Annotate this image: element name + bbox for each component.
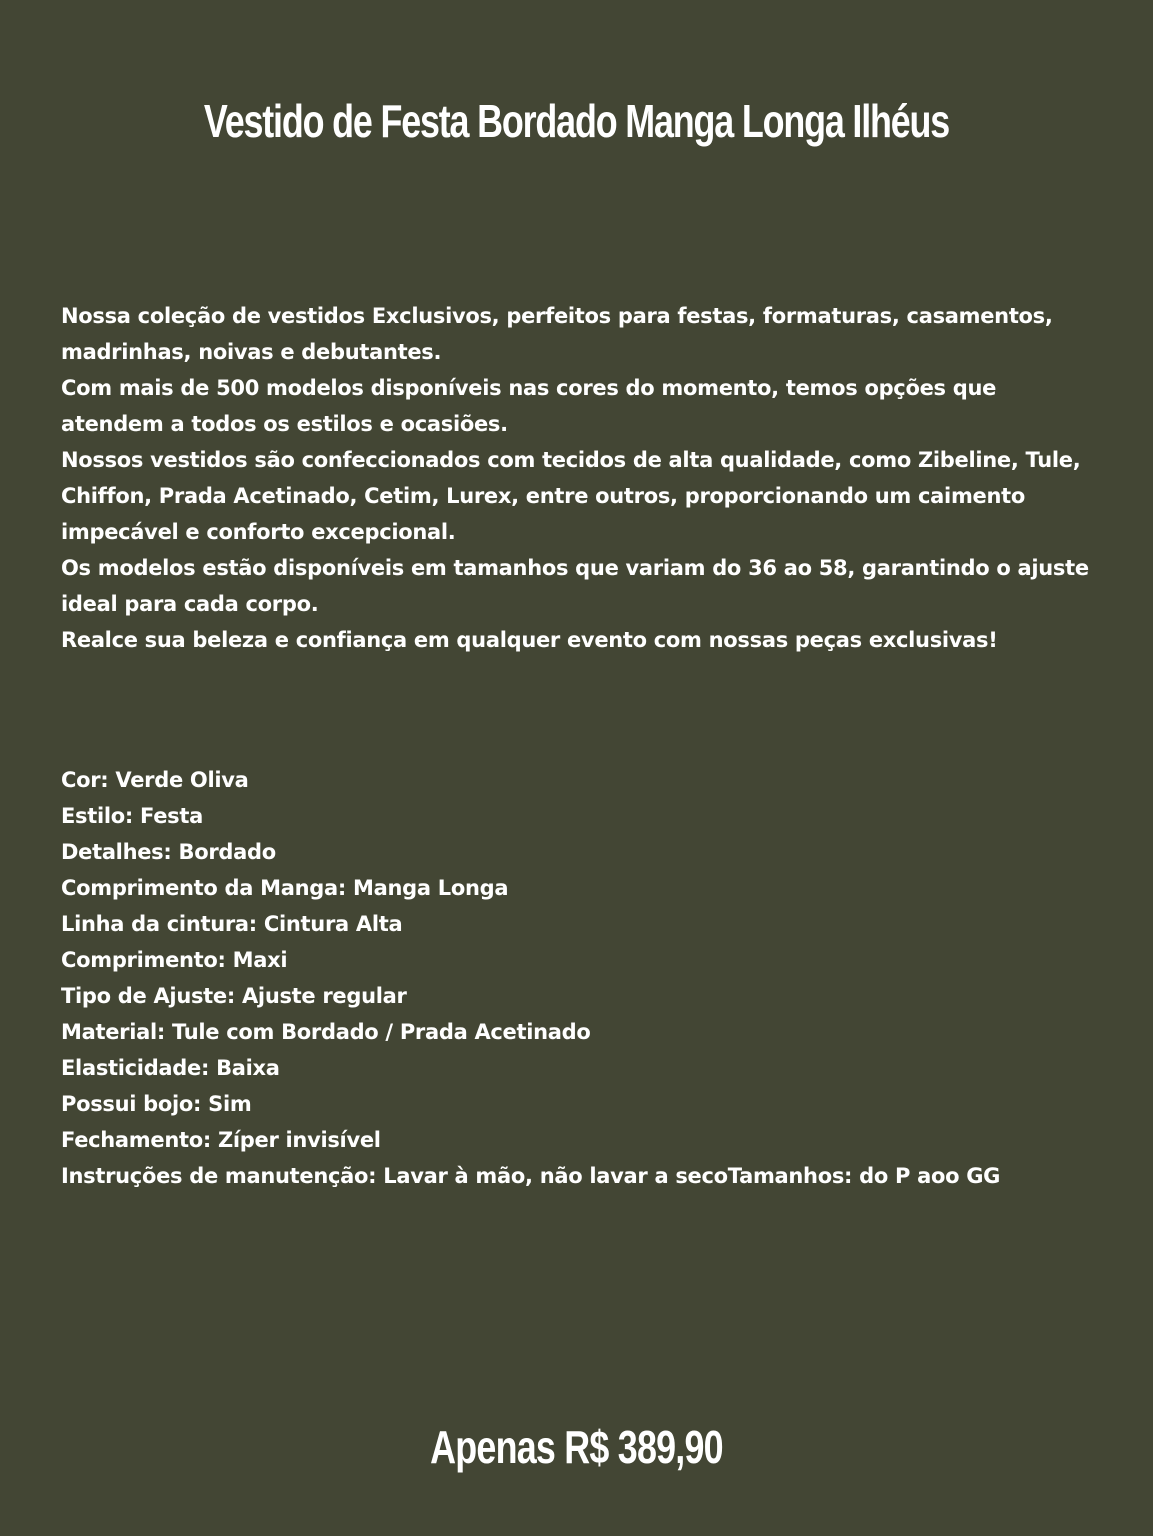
- spec-padding: Possui bojo: Sim: [61, 1092, 252, 1116]
- spec-closure: Fechamento: Zíper invisível: [61, 1128, 381, 1152]
- spec-material: Material: Tule com Bordado / Prada Acetinado: [61, 1020, 591, 1044]
- price-label: Apenas R$ 389,90: [430, 1421, 723, 1473]
- description-paragraph: Realce sua beleza e confiança em qualquer evento com nossas peças exclusivas!: [61, 628, 998, 652]
- description-paragraph: Os modelos estão disponíveis em tamanhos que variam do 36 ao 58, garantindo o ajuste ideal para cada corpo.: [61, 556, 1089, 616]
- description-paragraph: Nossos vestidos são confeccionados com tecidos de alta qualidade, como Zibeline, Tule, Chiffon, Prada Acetinado, Cetim, Lurex, entre outros, proporcionando um caimento impecável e conforto excepcional.: [61, 448, 1081, 544]
- page-title: Vestido de Festa Bordado Manga Longa Ilhéus: [203, 95, 950, 147]
- spec-waistline: Linha da cintura: Cintura Alta: [61, 912, 403, 936]
- spec-fit-type: Tipo de Ajuste: Ajuste regular: [61, 984, 407, 1008]
- spec-sleeve-length: Comprimento da Manga: Manga Longa: [61, 876, 509, 900]
- spec-elasticity: Elasticidade: Baixa: [61, 1056, 280, 1080]
- description-paragraph: Com mais de 500 modelos disponíveis nas cores do momento, temos opções que atendem a todos os estilos e ocasiões.: [61, 376, 997, 436]
- spec-color: Cor: Verde Oliva: [61, 768, 249, 792]
- spec-length: Comprimento: Maxi: [61, 948, 288, 972]
- product-specs-list: [61, 762, 1091, 1194]
- spec-style: Estilo: Festa: [61, 804, 203, 828]
- description-paragraph: Nossa coleção de vestidos Exclusivos, perfeitos para festas, formaturas, casamentos, madrinhas, noivas e debutantes.: [61, 304, 1053, 364]
- spec-care-instructions: Instruções de manutenção: Lavar à mão, não lavar a secoTamanhos: do P aoo GG: [61, 1164, 1001, 1188]
- product-description: [61, 298, 1091, 658]
- spec-details: Detalhes: Bordado: [61, 840, 276, 864]
